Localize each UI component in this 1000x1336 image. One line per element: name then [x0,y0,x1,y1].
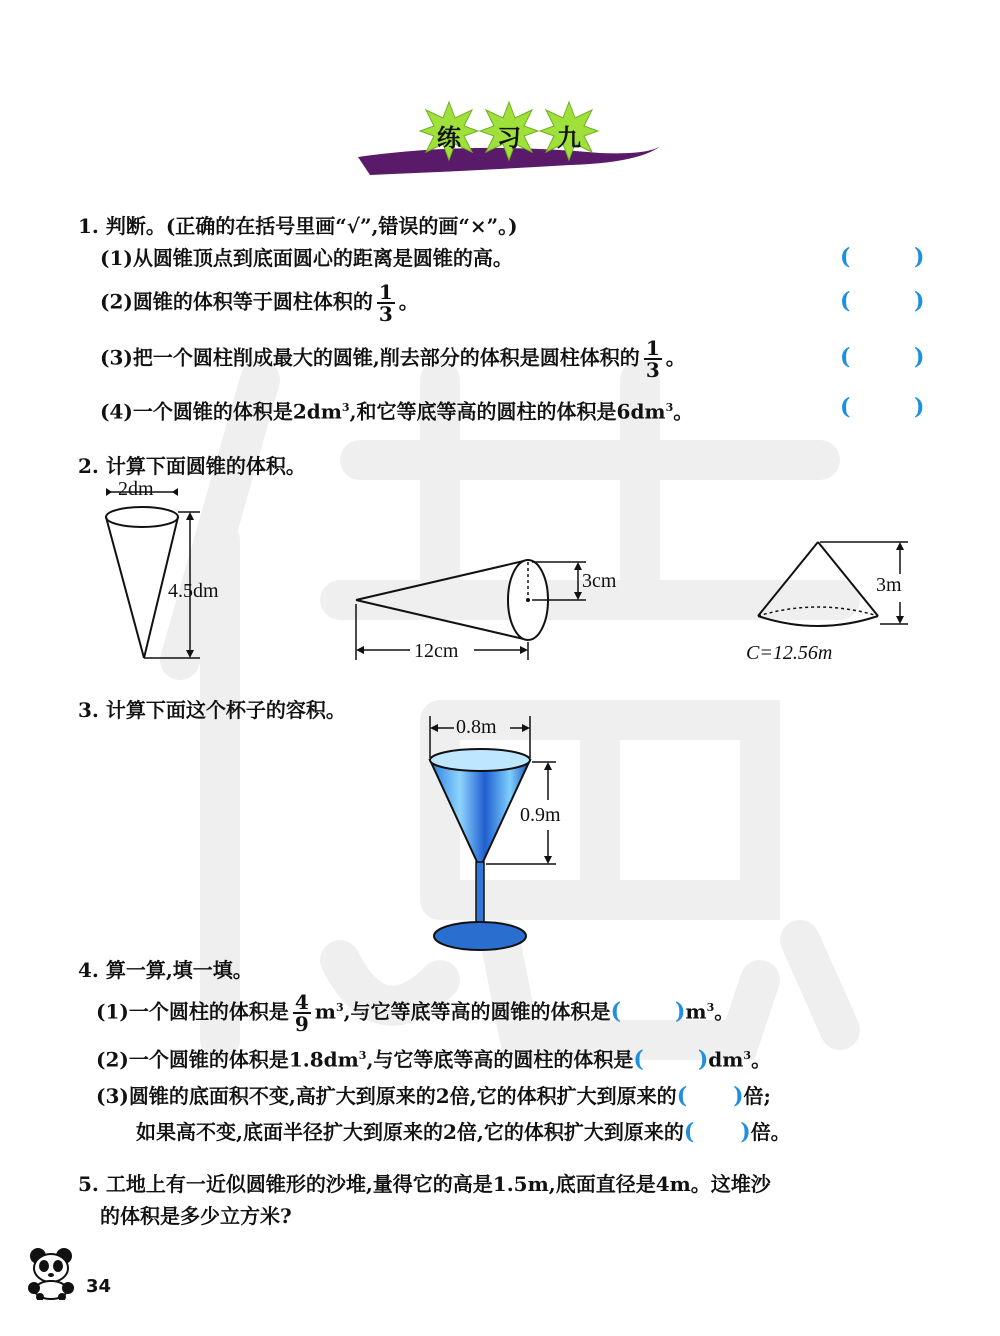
fraction-denominator: 3 [378,302,393,326]
q4-item-1-text: ,与它等底等高的圆锥的体积是 [343,999,611,1024]
answer-paren-open: ( [840,344,851,370]
dimension-label: 3cm [582,570,617,592]
q4-heading: 4. 算一算,填一填。 [78,958,253,982]
answer-paren-open: ( [683,1119,695,1145]
answer-paren-close: ) [914,344,925,370]
fraction [377,282,395,324]
q1-item-4 [100,394,693,426]
punct: 。 [751,1047,772,1072]
punct: 。 [398,289,419,314]
dimension-label: 0.8m [456,716,497,738]
superscript: 3 [665,401,674,414]
q4-item-3-text: 如果高不变,底面半径扩大到原来的2倍,它的体积扩大到原来的 [136,1120,684,1144]
q4-item-3-text: 倍; [743,1084,771,1108]
q1-item-4-text: (4)一个圆锥的体积是2dm [100,399,342,424]
cone-figure-2 [346,552,596,662]
dimension-label: 0.9m [520,804,561,826]
answer-paren-close: ) [697,1046,709,1073]
dimension-label: 2dm [118,478,154,500]
answer-paren-close: ) [914,288,925,314]
q4-item-3-text: (3)圆锥的底面积不变,高扩大到原来的2倍,它的体积扩大到原来的 [96,1084,677,1108]
q1-item-1 [100,244,513,272]
q1-item-1-text: (1)从圆锥顶点到底面圆心的距离是圆锥的高。 [100,246,513,270]
q3-heading: 3. 计算下面这个杯子的容积。 [78,698,346,722]
q1-item-2-text: (2)圆锥的体积等于圆柱体积的 [100,289,373,314]
q4-item-3-line2 [136,1118,791,1146]
dimension-label: C=12.56m [746,642,833,664]
punct: 。 [665,345,686,370]
title-char: 练 [437,123,461,152]
superscript: 3 [743,1049,752,1062]
fraction-denominator: 3 [645,358,660,382]
q4-item-2-text: (2)一个圆锥的体积是1.8dm [96,1047,359,1072]
q4-item-2-text: ,与它等底等高的圆柱的体积是 [366,1047,634,1072]
dimension-label: 4.5dm [168,580,219,602]
answer-paren-open: ( [840,394,851,420]
answer-paren-open: ( [633,1046,644,1073]
answer-paren-close: ) [914,244,925,270]
q1-heading: 1. 判断。(正确的在括号里画“√”,错误的画“×”。) [78,214,518,238]
q1-item-3 [100,338,686,380]
answer-paren-open: ( [610,998,621,1025]
title-char: 九 [557,123,581,152]
answer-paren-open: ( [840,244,851,270]
q1-item-3-text: (3)把一个圆柱削成最大的圆锥,削去部分的体积是圆柱体积的 [100,345,640,370]
superscript: 3 [341,401,350,414]
dimension-label: 12cm [414,640,459,662]
fraction [644,338,662,380]
q5-line-1: 5. 工地上有一近似圆锥形的沙堆,量得它的高是1.5m,底面直径是4m。这堆沙 [78,1172,771,1196]
title-char: 习 [497,123,521,152]
answer-paren-close: ) [914,394,925,420]
answer-paren-close: ) [674,998,686,1025]
fraction-denominator: 9 [294,1012,309,1036]
punct: 。 [714,999,735,1024]
fraction-numerator: 1 [645,336,660,360]
q4-item-3 [96,1082,771,1110]
goblet-figure [420,712,590,962]
dimension-label: 3m [876,574,902,596]
punct: 。 [673,399,694,424]
fraction-numerator: 1 [378,280,393,304]
cone-figure-1 [96,480,226,670]
answer-paren-open: ( [676,1083,688,1109]
panda-icon [24,1244,80,1300]
superscript: 3 [335,1000,344,1014]
page-number: 34 [86,1276,112,1297]
q4-item-3-text: 倍。 [750,1120,791,1144]
answer-paren-open: ( [840,288,851,314]
fraction [293,992,311,1034]
superscript: 3 [706,1000,715,1014]
unit: dm [708,1047,744,1072]
fraction-numerator: 4 [294,990,309,1014]
q1-item-2 [100,282,419,324]
q4-item-2 [96,1042,771,1074]
q5-line-2: 的体积是多少立方米? [100,1204,292,1228]
answer-paren-close: ) [740,1119,751,1145]
superscript: 3 [358,1049,367,1062]
q2-heading: 2. 计算下面圆锥的体积。 [78,454,306,478]
q4-item-1-text: (1)一个圆柱的体积是 [96,999,289,1024]
q1-item-4-text: ,和它等底等高的圆柱的体积是6dm [349,399,666,424]
unit: m [685,999,707,1024]
answer-paren-close: ) [733,1083,744,1109]
unit: m [314,999,336,1024]
q4-item-1 [96,992,734,1034]
